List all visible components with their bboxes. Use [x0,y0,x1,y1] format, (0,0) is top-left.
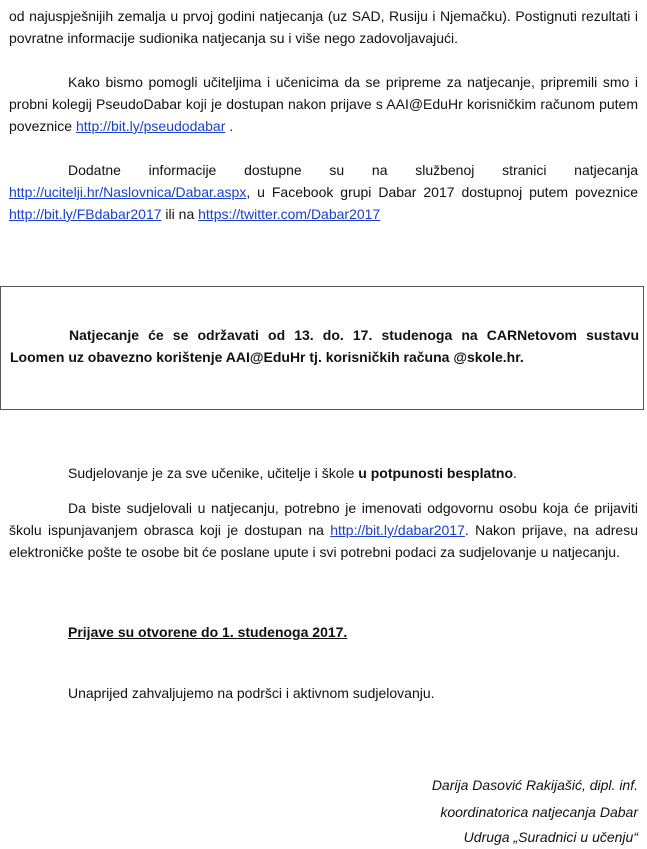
info-text-1: Dodatne informacije dostupne su na službenoj stranici natjecanja [68,162,638,178]
info-text-3: ili na [161,206,199,222]
thanks-paragraph [9,682,638,704]
signature-org: Udruga „Suradnici u učenju“ [463,829,638,845]
twitter-link[interactable]: https://twitter.com/Dabar2017 [198,206,381,222]
free-paragraph [9,462,638,484]
info-text-2: , u Facebook grupi Dabar 2017 dostupnoj putem poveznice [246,184,638,200]
ucitelji-link[interactable]: http://ucitelji.hr/Naslovnica/Dabar.aspx [9,184,247,200]
pseudodabar-link[interactable]: http://bit.ly/pseudodabar [75,118,226,134]
signature-name: Darija Dasović Rakijašić, dipl. inf. [431,777,638,793]
free-text-end: . [513,465,517,481]
free-text: Sudjelovanje je za sve učenike, učitelje i škole [68,465,359,481]
pseudodabar-paragraph [9,71,638,137]
registration-text: Da biste sudjelovali u natjecanju, potrebno je imenovati odgovornu osobu koja će prijaviti školu ispunjavanjem obrasca koji je dostupan na [9,500,638,538]
pseudodabar-text-end: . [225,118,234,134]
signature-role: koordinatorica natjecanja Dabar [440,804,638,820]
registration-paragraph [9,497,638,563]
notice-text: Natjecanje će se održavati od 13. do. 17. studenoga na CARNetovom sustavu Loomen uz obavezno korištenje AAI@EduHr tj. korisničkih računa @skole.hr. [10,327,639,365]
deadline-text: Prijave su otvorene do 1. studenoga 2017. [68,624,348,640]
pseudodabar-text: Kako bismo pomogli učiteljima i učenicima da se pripreme za natjecanje, pripremili smo i probni kolegij PseudoDabar koji je dostupan nakon prijave s AAI@EduHr korisničkim računom putem poveznice [9,74,638,134]
info-paragraph [9,159,638,225]
facebook-link[interactable]: http://bit.ly/FBdabar2017 [9,206,162,222]
free-emphasis: u potpunosti besplatno [358,465,514,481]
registration-text-end: . Nakon prijave, na adresu elektroničke pošte te osobe bit će poslane upute i svi potrebni podaci za sudjelovanje u natjecanju. [9,522,638,560]
dabar2017-link[interactable]: http://bit.ly/dabar2017 [330,522,465,538]
intro-text: od najuspješnijih zemalja u prvoj godini natjecanja (uz SAD, Rusiju i Njemačku). Postignuti rezultati i povratne informacije sudionika natjecanja su i više nego zadovoljavajući. [9,8,638,46]
deadline-paragraph [9,621,638,643]
notice-box [0,286,644,410]
intro-paragraph [9,5,638,49]
thanks-text: Unaprijed zahvaljujemo na podršci i aktivnom sudjelovanju. [68,685,435,701]
